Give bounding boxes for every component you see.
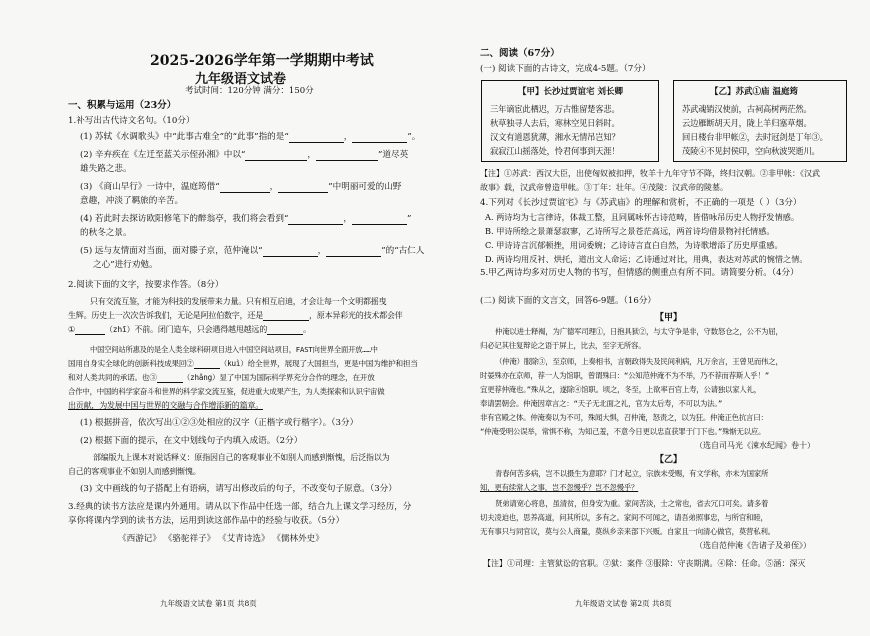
answer-blank[interactable]: [267, 325, 303, 335]
page-2: [455, 0, 870, 636]
blank-marker: ①: [68, 325, 75, 334]
question-3: 3.经典的读书方法应是课内外通用。请从以下作品中任选一部，结合九上课文学习经历，分: [68, 502, 412, 512]
q1-1-text: (1) 苏轼《水调歌头》中“此事古难全”的“此事”指的是“: [80, 132, 289, 142]
poem-b-line: 茂陵④不见封侯印，空向秋波哭逝川。: [682, 146, 820, 156]
passage-text: （zhǎng）显了中国为国际科学界充分合作的理念，在开放: [182, 373, 375, 382]
section-2-heading: 二、阅读（67分）: [480, 48, 560, 59]
q1-2-cont: 雄失路之悲。: [80, 164, 132, 174]
passage-line: [68, 400, 263, 411]
passage-line: ① （zhī）不前。闭门造车，只会遇得越甩越远的 。: [68, 325, 311, 334]
q1-5-tail: ”的“古仁人: [381, 246, 425, 256]
q1-3-cont: 意趣，冲淡了羁旅的辛苦。: [80, 196, 184, 206]
passage-line: 合作中，中国的科学家奋斗和世界的科学家交流互鉴，促进重大成果产生，为人类探索和认识宇宙做: [68, 387, 385, 396]
q1-5: [80, 246, 424, 257]
wenyan-line: 奉请罢朝会。仲淹因章言之：“天子无北面之礼，官为太后寿，不可以为法。”: [480, 399, 723, 408]
poem-b-line: 回日楼台非甲帐②，去时冠剑是丁年③。: [682, 132, 828, 142]
poem-a-line: 汉文有道恩犹薄，湘水无情吊岂知？: [490, 132, 620, 142]
wenyan-line: 仲淹以进士释褐，为广德军司理①，日抱具狱②，与太守争是非，守数怒仓之，公不为屈，: [495, 327, 783, 336]
q1-4-sep: ，: [343, 214, 352, 224]
tag-jia: 【甲】: [655, 313, 683, 323]
underlined-sentence: 知，更有续常人之事，岂不忽慢乎？岂不忽慢乎？: [480, 483, 639, 492]
q1-1-sep: ，: [343, 132, 353, 142]
answer-blank[interactable]: [194, 359, 220, 369]
wenyan-line: 青春何苦多病，岂不以摄生为意耶？门才起立，宗族未受赐，有文学称，亦未为国家所: [495, 469, 769, 478]
poem-note: 【注】①苏武：西汉大臣，出使匈奴被扣押，牧羊十九年守节不降，终归汉朝。②非甲帐：《汉武: [480, 169, 820, 178]
q1-3: [80, 182, 401, 193]
passage-line: [68, 310, 403, 321]
page-footer: 九年级语文试卷 第1页 共8页: [160, 599, 257, 608]
q1-4-cont: 的秋冬之景。: [80, 228, 132, 238]
answer-blank[interactable]: [245, 151, 307, 161]
wenyan-line: 切夫凌迫也，思养高道，问其所以，多有之。家间不可闻之，请吾弟照事忠，与所官和睦，: [480, 513, 768, 522]
passage-line: [68, 372, 375, 383]
passage-line: [68, 358, 418, 369]
answer-blank[interactable]: [75, 325, 105, 335]
q4-option-c: C. 甲诗诗言沉郁顿挫，用词委婉；乙诗诗言直白自然，为诗歌增添了历史厚重感。: [485, 240, 783, 250]
q1-2-tail: ”道尽英: [378, 150, 409, 160]
poem-box-a: [481, 80, 659, 162]
poem-a-line: 三年谪宦此栖迟，万古惟留楚客悲。: [490, 104, 620, 114]
passage-text: 生辉。历史上一次次告诉我们，无论是阿拉伯数字，还是: [68, 311, 263, 320]
q1-5-cont: 之心”进行劝勉。: [93, 260, 158, 270]
answer-blank[interactable]: [263, 247, 318, 257]
wenyan-line: 贤弟请宽心将息，虽清贫，但身安为重。家间苦淡，士之常也，省去冗口可矣。请多着: [495, 499, 769, 508]
exam-title: 2025-2026学年第一学期期中考试: [150, 53, 374, 69]
q1-4-tail: ”: [406, 214, 412, 224]
section-1-heading: 一、积累与运用（23分）: [68, 100, 177, 111]
q1-2: [80, 150, 408, 161]
poem-a-line: 秋草独寻人去后，寒林空见日斜时。: [490, 118, 620, 128]
wenyan-note: 【注】①司理：主管狱讼的官职。②狱：案件 ③服除：守丧期满。④除：任命。⑤涵：深灭: [483, 559, 806, 568]
source-a: （选自司马光《涑水纪闻》卷十）: [695, 441, 815, 450]
book-list: 《西游记》 《骆驼祥子》 《艾青诗选》 《儒林外史》: [118, 534, 324, 544]
q1-3-tail: ”中明丽可爱的山野: [328, 182, 402, 192]
answer-blank[interactable]: [157, 373, 183, 383]
poem-box-b: [673, 80, 847, 162]
answer-blank[interactable]: [316, 151, 378, 161]
wenyan-line: 非有官殿之体。仲淹奏以为不可，殊闻大惧，召仲淹，怒责之，以为狂。仲淹正色抗言曰：: [480, 413, 768, 422]
q1-2-text: (2) 辛弃疾在《左迁至蓝关示侄孙湘》中以“: [80, 150, 246, 160]
passage-text: （zhī）不前。闭门造车，只会遇得越甩越远的: [104, 325, 268, 334]
page-footer: 九年级语文试卷 第2页 共8页: [575, 599, 672, 608]
wenyan-line: 时晏殊亦在京师，荐一人为馆职，曾谓殊曰：“公知范仲淹不为不举，乃不荐而荐斯人乎！”: [480, 371, 769, 380]
wenyan-line: “仲淹受明公误举，常惧不称，为知己羞，不意今日更以忠直获罪于门下也。”殊惭无以应。: [480, 427, 766, 436]
q1-1: (1) 苏轼《水调歌头》中“此事古难全”的“此事”指的是“ ， ”。: [80, 132, 421, 142]
answer-blank[interactable]: [289, 133, 344, 143]
q1-3-sep: ，: [269, 182, 279, 192]
q2-2: (2) 根据下面的提示，在文中划线句子内填入成语。（2分）: [80, 436, 303, 446]
question-3-cont: 享你将课内学到的读书方法，运用到读这部作品中的经验与收获。（5分）: [68, 516, 345, 526]
q4-option-b: B. 甲诗所绘之景萧瑟寂寥，乙诗所写之景苍茫高远，两首诗均借景物衬托情感。: [485, 226, 775, 236]
poem-b-title: 【乙】苏武①庙 温庭筠: [710, 87, 798, 97]
answer-blank[interactable]: [263, 311, 309, 321]
question-2: 2.阅读下面的文字，按要求作答。（8分）: [68, 280, 224, 290]
q1-3-text: (3) 《商山早行》一诗中，温庭筠借“: [80, 182, 220, 192]
q2-2-hint: 部编版九上课本对说话释义：原指因自己的客观事业不如别人而感到惭愧，后泛指以为: [93, 453, 390, 462]
q2-2-hint-cont: 自己的客观事业不如别人而感到惭愧。: [68, 467, 201, 476]
answer-blank[interactable]: [220, 183, 270, 193]
q1-4: [80, 214, 411, 225]
answer-blank[interactable]: [352, 215, 407, 225]
q2-3: (3) 文中画线的句子搭配上有语病，请写出修改后的句子，不改变句子原意。（3分）: [80, 484, 397, 494]
exam-meta: 考试时间：120分钟 满分：150分: [185, 86, 314, 96]
poem-b-line: 云边雁断胡天月，陇上羊归塞草烟。: [682, 118, 812, 128]
question-5: 5.甲乙两诗均多对历史人物的书写，但情感的侧重点有所不同。请简要分析。（4分）: [480, 268, 799, 278]
source-b: （选自范仲淹《告诸子及弟侄》）: [695, 541, 811, 550]
wenyan-line: [480, 482, 638, 493]
poem-a-line: 寂寂江山摇落处，怜君何事到天涯！: [490, 146, 620, 156]
q1-5-sep: ，: [317, 246, 327, 256]
answer-blank[interactable]: [326, 247, 381, 257]
subsection-2: (二) 阅读下面的文言文，回答6-9题。（16分）: [480, 296, 657, 306]
subsection-1: (一) 阅读下面的古诗文，完成4-5题。（7分）: [480, 64, 651, 74]
wenyan-line: 宜更荐仲淹也。”殊从之，遂除④馆职。顷之，冬至，上欲率百官上寿，公请独以家人礼，: [480, 385, 761, 394]
poem-a-title: 【甲】长沙过贾谊宅 刘长卿: [518, 87, 623, 97]
answer-blank[interactable]: [278, 183, 328, 193]
question-1: 1.补写出古代诗文名句。（10分）: [68, 116, 195, 126]
poem-b-line: 苏武魂销汉使前，古祠高树两茫然。: [682, 104, 812, 114]
passage-text: 国用自身实全球化的创新科技成果回②: [68, 359, 194, 368]
q1-5-text: (5) 远与友情面对当面，面对滕子京，范仲淹以“: [80, 246, 263, 256]
exam-subtitle: 九年级语文试卷: [195, 72, 287, 87]
question-4: 4.下列对《长沙过贾谊宅》与《苏武庙》的理解和赏析，不正确的一项是（ ）（3分）: [480, 198, 802, 208]
answer-blank[interactable]: [288, 215, 343, 225]
q1-2-sep: ，: [307, 150, 317, 160]
q4-option-d: D. 两诗均用反衬、烘托，道出文人命运；乙诗通过对比，用典，表达对苏武的惋惜之情。: [485, 254, 808, 264]
underlined-sentence: 出贡献，为发展中国与世界的交融与合作增添新的篇章。: [68, 401, 263, 410]
wenyan-line: （仲淹）服除③，至京师，上奏相书，言朝政得失及民间利病，凡万余言，王曾见而伟之，: [495, 357, 783, 366]
passage-text: （kuì）给全世界，展现了大国担当，更是中国为维护和担当: [219, 359, 418, 368]
tag-yi: 【乙】: [655, 455, 683, 465]
q1-4-text: (4) 若此时去探访欧阳修笔下的醉翁亭，我们将会看到“: [80, 214, 289, 224]
answer-blank[interactable]: [352, 133, 407, 143]
passage-text: ，原本异彩光的技术都会伴: [309, 311, 403, 320]
wenyan-line: 归必记其往复辩论之语于屏上，比去，至字无所容。: [480, 341, 646, 350]
passage-line: 只有交流互鉴，才能为科技的发展带来力量。只有相互启迪，才会让每一个文明都摇曳: [90, 297, 387, 306]
poem-note-cont: 故事》载，汉武帝曾造甲帐。③丁年：壮年。④茂陵：汉武帝的陵墓。: [480, 183, 728, 192]
q2-1: (1) 根据拼音，依次写出①②③处相应的汉字（正楷字或行楷字）。（3分）: [80, 418, 359, 428]
passage-text: 和对人类共同的承诺。也③: [68, 373, 157, 382]
passage-line: 中国空间站所惠及的是全人类全球科研项目进入中国空间站项目，FAST向世界全面开放……中: [90, 345, 378, 354]
q4-option-a: A. 两诗均为七言律诗，体裁工整，且同属咏怀古诗范畴，皆借咏吊历史人物抒发情感。: [485, 212, 800, 222]
wenyan-line: 无有事只与同官议，莫与公人商量，莫纵乡亲来部下兴贩。自家且一向清心做官，莫营私利。: [480, 527, 775, 536]
